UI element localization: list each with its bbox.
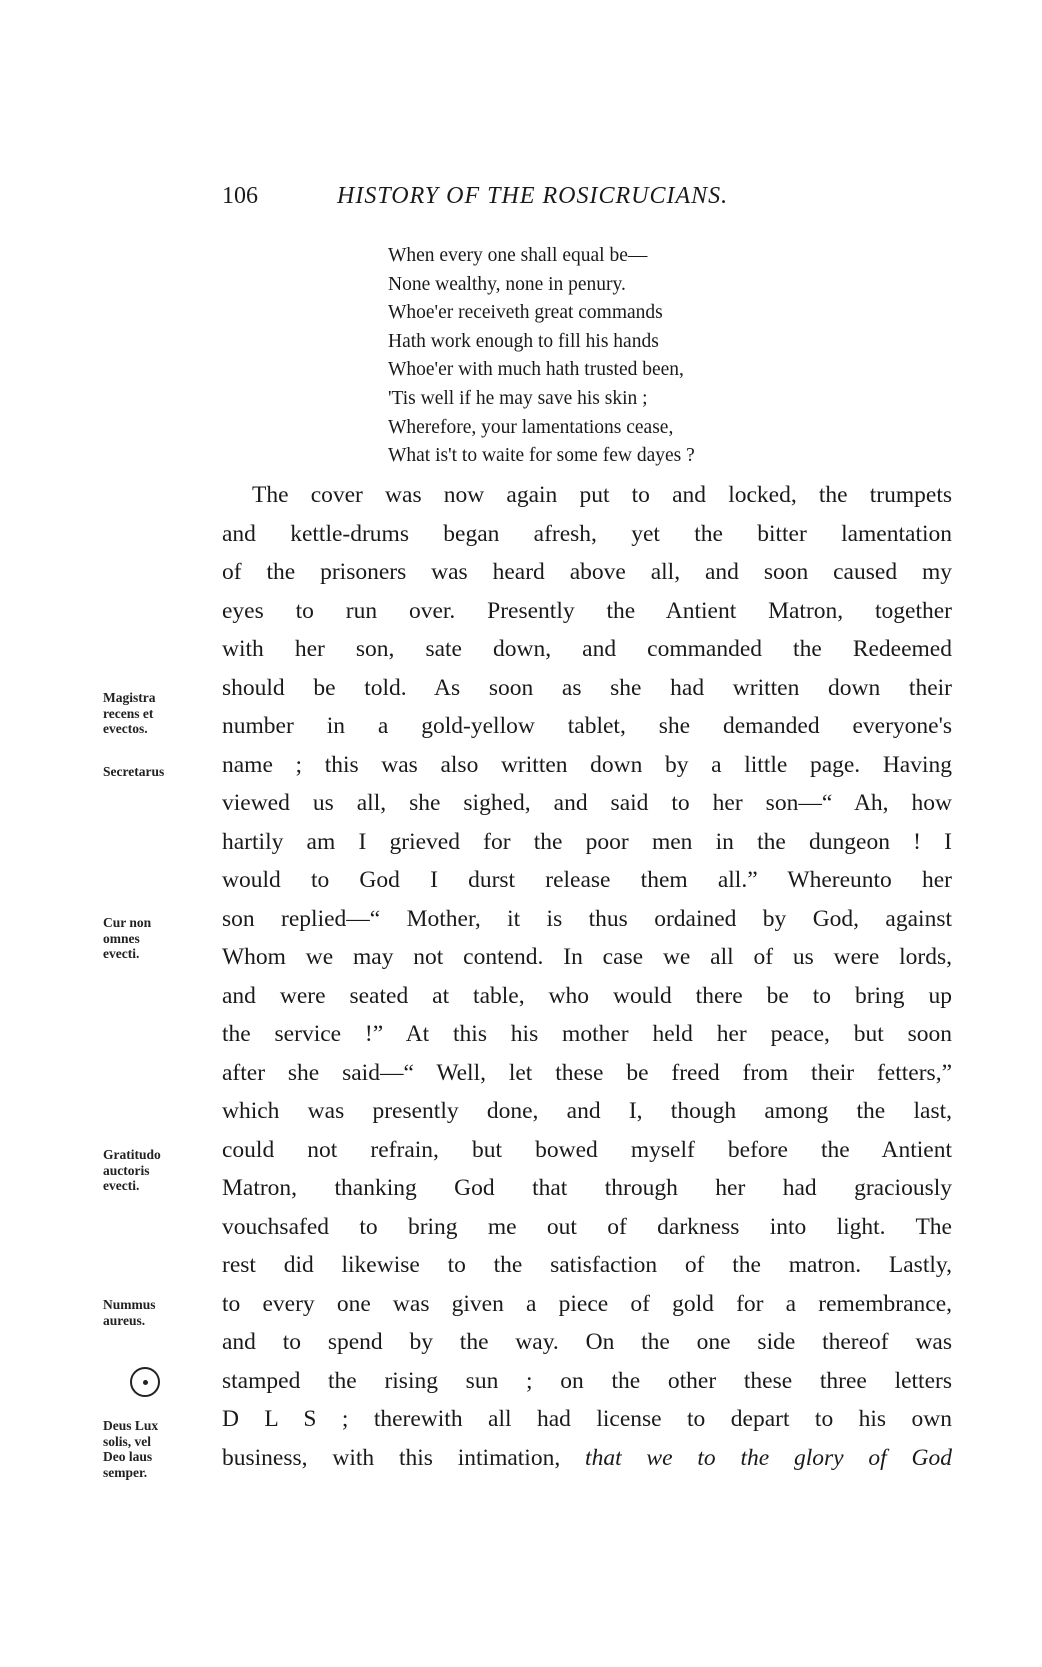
margin-note-cur-non: [103, 915, 203, 962]
running-title: HISTORY OF THE ROSICRUCIANS.: [337, 183, 729, 209]
body-line: vouchsafed to bring me out of darkness into light. The: [222, 1213, 952, 1240]
body-line: which was presently done, and I, though among the last,: [222, 1098, 952, 1124]
margin-note-gratitudo: [103, 1147, 203, 1194]
body-line: should be told. As soon as she had written down their: [222, 674, 952, 701]
verse-line: Whoe'er with much hath trusted been,: [388, 359, 684, 381]
verse-line: 'Tis well if he may save his skin ;: [388, 387, 648, 409]
verse-block: [388, 242, 695, 471]
margin-note-line: Deo laus: [103, 1449, 153, 1464]
margin-note-line: omnes: [103, 930, 140, 946]
body-line: viewed us all, she sighed, and said to her son—“ Ah, how: [222, 790, 952, 816]
margin-note-nummus: [103, 1297, 203, 1328]
body-line: and to spend by the way. On the one side thereof was: [222, 1329, 952, 1355]
margin-note-line: recens et: [103, 705, 154, 721]
verse-line: When every one shall equal be—: [388, 245, 648, 266]
margin-note-line: Cur non: [103, 915, 152, 930]
margin-note-line: semper.: [103, 1464, 148, 1480]
body-line: the service !” At this his mother held her peace, but soon: [222, 1021, 952, 1047]
body-line-last: [222, 1439, 952, 1478]
page-number: 106: [222, 183, 258, 209]
verse-line: None wealthy, none in penury.: [388, 273, 626, 295]
body-line: eyes to run over. Presently the Antient Matron, together: [222, 597, 952, 624]
margin-note-line: Deus Lux: [103, 1418, 159, 1433]
verse-line: Whoe'er receiveth great commands: [388, 302, 663, 324]
margin-note-line: evectos.: [103, 721, 148, 736]
margin-note-line: auctoris: [103, 1162, 150, 1178]
margin-note-line: evecti.: [103, 946, 140, 961]
body-line: The cover was now again put to and locked, the trumpets: [252, 482, 952, 508]
body-line: of the prisoners was heard above all, and soon caused my: [222, 559, 952, 585]
body-line: D L S ; therewith all had license to depart to his own: [222, 1406, 952, 1432]
page-header: [222, 183, 962, 217]
body-line-last-italic: that we to the glory of God: [585, 1444, 953, 1471]
margin-note-line: Nummus: [103, 1297, 156, 1312]
margin-note-magistra: [103, 690, 203, 737]
body-line: and were seated at table, who would there be to bring up: [222, 982, 952, 1009]
verse-line: Wherefore, your lamentations cease,: [388, 416, 674, 438]
margin-note-line: aureus.: [103, 1312, 146, 1328]
body-line-last-plain: business, with this intimation,: [222, 1444, 586, 1471]
body-line: would to God I durst release them all.” Whereunto her: [222, 867, 952, 893]
margin-note-line: Secretarus: [103, 764, 165, 779]
margin-note-line: Gratitudo: [103, 1147, 161, 1162]
body-line: number in a gold-yellow tablet, she demanded everyone's: [222, 713, 952, 739]
body-line: son replied—“ Mother, it is thus ordained by God, against: [222, 905, 952, 932]
body-line: hartily am I grieved for the poor men in the dungeon ! I: [222, 828, 952, 855]
body-line: Matron, thanking God that through her had graciously: [222, 1175, 952, 1201]
sun-symbol-icon: [130, 1367, 160, 1397]
verse-line: Hath work enough to fill his hands: [388, 330, 659, 352]
verse-line: What is't to waite for some few dayes ?: [388, 445, 695, 467]
body-line: name ; this was also written down by a little page. Having: [222, 751, 952, 778]
margin-note-deus-lux: [103, 1418, 203, 1480]
body-line: could not refrain, but bowed myself before the Antient: [222, 1136, 952, 1163]
body-line: rest did likewise to the satisfaction of the matron. Lastly,: [222, 1252, 952, 1278]
margin-note-line: Magistra: [103, 690, 156, 705]
body-line: Whom we may not contend. In case we all of us were lords,: [222, 944, 952, 970]
body-line: with her son, sate down, and commanded the Redeemed: [222, 636, 952, 662]
margin-note-secretarus: [103, 764, 203, 780]
margin-note-line: solis, vel: [103, 1433, 152, 1449]
margin-note-line: evecti.: [103, 1178, 140, 1193]
body-line: stamped the rising sun ; on the other these three letters: [222, 1367, 952, 1394]
body-line: and kettle-drums began afresh, yet the bitter lamentation: [222, 520, 952, 547]
body-line: to every one was given a piece of gold for a remembrance,: [222, 1290, 952, 1317]
body-line: after she said—“ Well, let these be freed from their fetters,”: [222, 1059, 952, 1086]
body-paragraph: [222, 476, 952, 1477]
